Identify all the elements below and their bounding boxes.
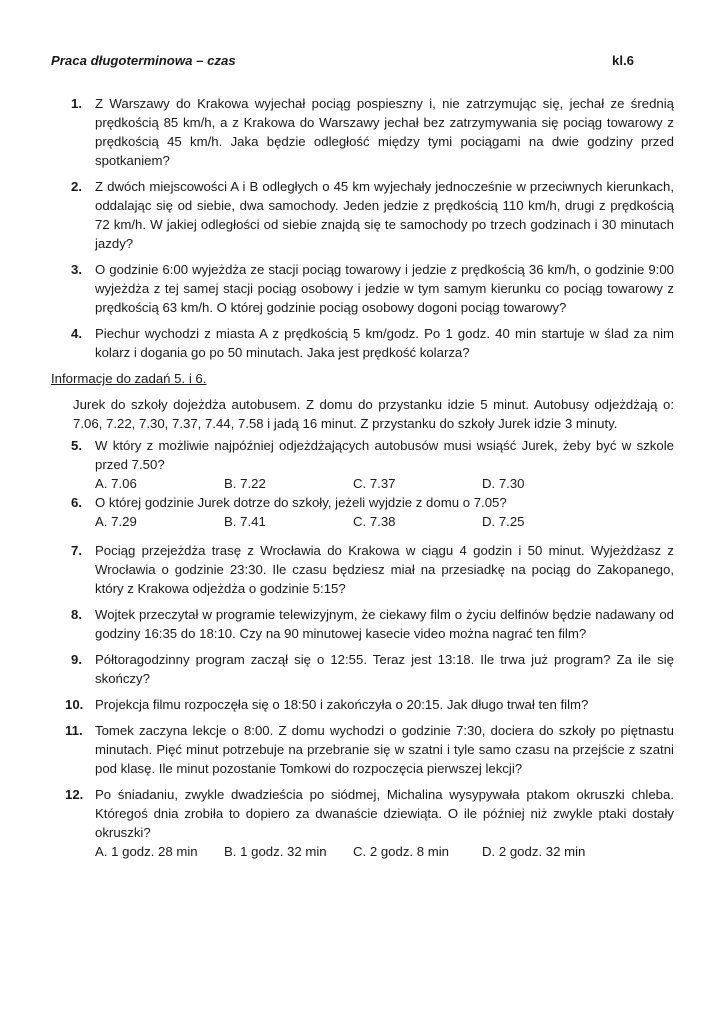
option-b: B. 1 godz. 32 min: [224, 844, 327, 859]
option-c: C. 7.37: [353, 476, 396, 491]
question-6: [51, 493, 674, 512]
question-number: 11.: [65, 723, 83, 738]
question-text: O godzinie 6:00 wyjeżdża ze stacji pociąg towarowy i jedzie z prędkością 36 km/h, o godzinie 9:00 wyjeżdża z tej samej stacji pociąg osobowy i jedzie w tym samym kierunku co pociąg towarowy z prędkością 63 km/h. O której godzinie pociąg osobowy dogoni pociąg towarowy?: [95, 262, 674, 315]
question-11: [51, 721, 674, 778]
question-number: 8.: [71, 607, 82, 622]
question-12: [51, 785, 674, 842]
question-12-options: [51, 842, 674, 861]
question-number: 6.: [71, 495, 82, 510]
question-text: Po śniadaniu, zwykle dwadzieścia po siódmej, Michalina wysypywała ptakom okruszki chleba. Któregoś dnia zrobiła to dopiero za dwanaście dziewiąta. O ile później niż zwykle ptaki dostały okruszki?: [95, 787, 674, 840]
question-number: 3.: [71, 262, 82, 277]
option-a: A. 7.06: [95, 476, 137, 491]
option-c: C. 7.38: [353, 514, 396, 529]
question-5-options: [51, 474, 674, 493]
info-text: Jurek do szkoły dojeżdża autobusem. Z domu do przystanku idzie 5 minut. Autobusy odjeżdżają o: 7.06, 7.22, 7.30, 7.37, 7.44, 7.58 i jadą 16 minut. Z przystanku do szkoły Jurek idzie 3 minuty.: [73, 397, 674, 431]
question-number: 9.: [71, 652, 82, 667]
question-number: 2.: [71, 179, 82, 194]
option-a: A. 7.29: [95, 514, 137, 529]
question-2: [51, 177, 674, 253]
question-6-options: [51, 512, 674, 531]
option-d: D. 7.25: [482, 514, 525, 529]
info-title: Informacje do zadań 5. i 6.: [51, 371, 207, 386]
option-b: B. 7.41: [224, 514, 266, 529]
question-10: [51, 695, 674, 714]
question-5: [51, 436, 674, 474]
question-text: Wojtek przeczytał w programie telewizyjnym, że ciekawy film o życiu delfinów będzie nadawany od godziny 16:35 do 18:10. Czy na 90 minutowej kasecie video można nagrać ten film?: [95, 607, 674, 641]
question-text: Tomek zaczyna lekcje o 8:00. Z domu wychodzi o godzinie 7:30, dociera do szkoły po piętnastu minutach. Pięć minut potrzebuje na przebranie się w szatni i tyle samo czasu na przejście z szatni pod klasę. Ile minut pozostanie Tomkowi do rozpoczęcia pierwszej lekcji?: [95, 723, 674, 776]
question-3: [51, 260, 674, 317]
question-text: Z Warszawy do Krakowa wyjechał pociąg pospieszny i, nie zatrzymując się, jechał ze średnią prędkością 85 km/h, a z Krakowa do Warszawy jechał bez zatrzymywania się pociąg towarowy z prędkością 45 km/h. Jaka będzie odległość między tymi pociągami na dwie godziny przed spotkaniem?: [95, 96, 674, 168]
question-text: W który z możliwie najpóźniej odjeżdżających autobusów musi wsiąść Jurek, żeby być w szkole przed 7.50?: [95, 438, 674, 472]
question-1: [51, 94, 674, 170]
question-9: [51, 650, 674, 688]
question-text: Półtoragodzinny program zaczął się o 12:55. Teraz jest 13:18. Ile trwa już program? Za ile się skończy?: [95, 652, 674, 686]
question-7: [51, 541, 674, 598]
question-text: Piechur wychodzi z miasta A z prędkością 5 km/godz. Po 1 godz. 40 min startuje w ślad za nim kolarz i dogania go po 50 minutach. Jaka jest prędkość kolarza?: [95, 326, 674, 360]
class-label: kl.6: [612, 53, 634, 68]
question-number: 4.: [71, 326, 82, 341]
question-number: 1.: [71, 96, 82, 111]
question-text: O której godzinie Jurek dotrze do szkoły, jeżeli wyjdzie z domu o 7.05?: [95, 495, 507, 510]
header: [51, 51, 634, 70]
question-4: [51, 324, 674, 362]
question-text: Pociąg przejeżdża trasę z Wrocławia do Krakowa w ciągu 4 godzin i 50 minut. Wyjeżdżasz z Wrocławia o godzinie 23:30. Ile czasu będziesz miał na przesiadkę na pociąg do Zakopanego, który z Krakowa odjeżdża o godzinie 5:15?: [95, 543, 674, 596]
question-8: [51, 605, 674, 643]
option-a: A. 1 godz. 28 min: [95, 844, 198, 859]
option-b: B. 7.22: [224, 476, 266, 491]
question-text: Z dwóch miejscowości A i B odległych o 45 km wyjechały jednocześnie w przeciwnych kierunkach, oddalając się od siebie, dwa samochody. Jeden jedzie z prędkością 110 km/h, drugi z prędkością 72 km/h. W jakiej odległości od siebie znajdą się te samochody po trzech godzinach i 30 minutach jazdy?: [95, 179, 674, 251]
worksheet-title: Praca długoterminowa – czas: [51, 53, 236, 68]
option-d: D. 2 godz. 32 min: [482, 844, 586, 859]
question-text: Projekcja filmu rozpoczęła się o 18:50 i zakończyła o 20:15. Jak długo trwał ten film?: [95, 697, 589, 712]
option-d: D. 7.30: [482, 476, 525, 491]
option-c: C. 2 godz. 8 min: [353, 844, 450, 859]
content: [51, 94, 674, 861]
question-number: 10.: [65, 697, 84, 712]
question-number: 5.: [71, 438, 82, 453]
question-number: 7.: [71, 543, 82, 558]
question-number: 12.: [65, 787, 84, 802]
